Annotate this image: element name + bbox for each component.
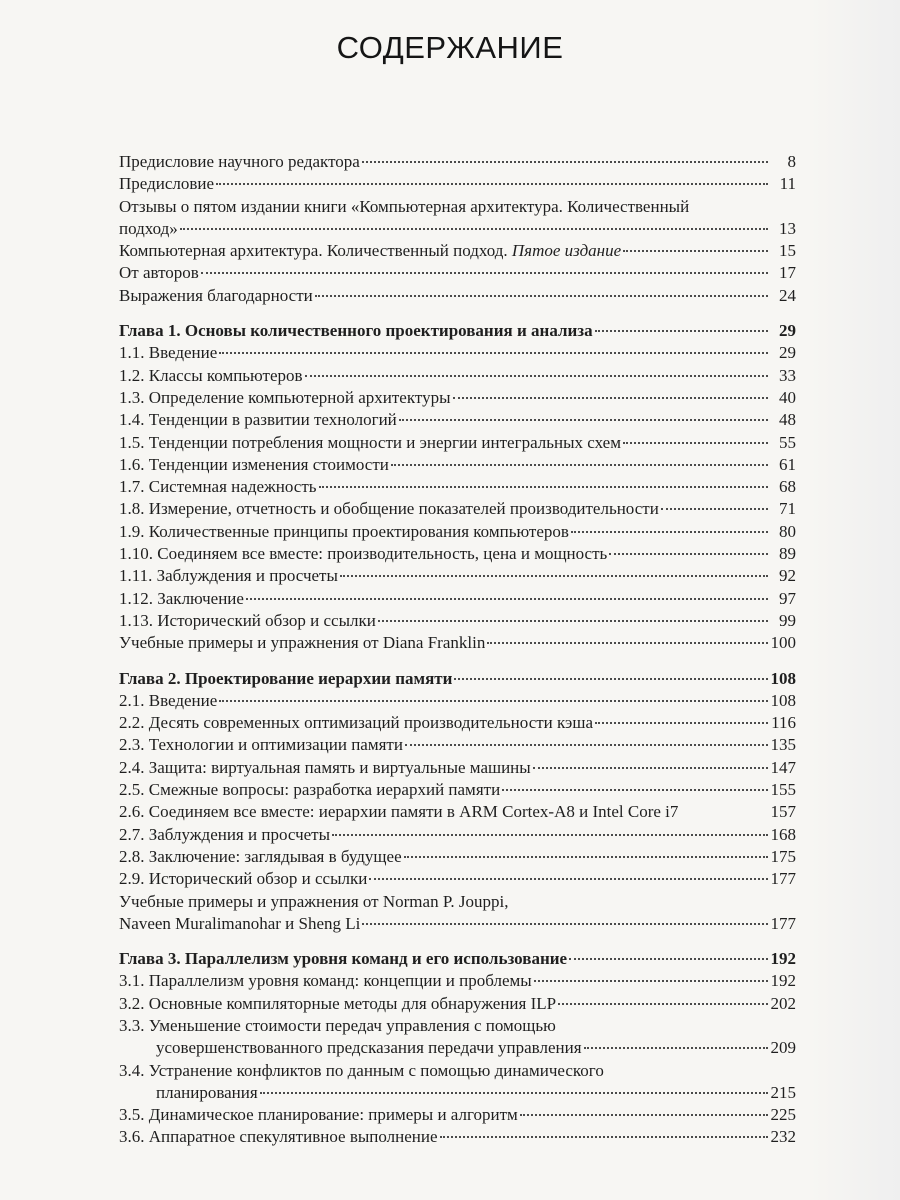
section-entry-page: 55 bbox=[779, 432, 796, 452]
leader-dots bbox=[305, 375, 768, 377]
section-entry-text: 1.5. Тенденции потребления мощности и энергии интегральных схем bbox=[119, 432, 621, 452]
toc-entry-text: Предисловие bbox=[119, 174, 215, 194]
section-entry bbox=[119, 868, 796, 890]
section-entry-page: 157 bbox=[770, 802, 796, 822]
toc-entry-text: Naveen Muralimanohar и Sheng Li bbox=[119, 913, 361, 933]
section-entry-page: 80 bbox=[779, 521, 796, 541]
section-entry bbox=[119, 543, 796, 565]
leader-dots bbox=[362, 923, 768, 925]
section-entry bbox=[119, 565, 796, 587]
section-gap bbox=[119, 935, 796, 948]
section-entry-page: 71 bbox=[779, 499, 796, 519]
section-entry-page: 61 bbox=[779, 454, 796, 474]
leader-dots bbox=[219, 352, 768, 354]
leader-dots bbox=[201, 272, 768, 274]
section-entry-text: 2.8. Заключение: заглядывая в будущее bbox=[119, 846, 402, 866]
leader-dots bbox=[520, 1114, 768, 1116]
section-entry-page: 48 bbox=[779, 410, 796, 430]
leader-dots bbox=[362, 161, 768, 163]
section-entry-text: 1.8. Измерение, отчетность и обобщение показателей производительности bbox=[119, 499, 659, 519]
section-entry bbox=[119, 365, 796, 387]
chapter-heading bbox=[119, 320, 796, 342]
leader-dots bbox=[487, 642, 768, 644]
section-entry-text: 2.9. Исторический обзор и ссылки bbox=[119, 869, 368, 889]
leader-dots bbox=[440, 1136, 768, 1138]
leader-dots bbox=[399, 419, 768, 421]
toc-entry bbox=[119, 262, 796, 284]
section-entry bbox=[119, 498, 796, 520]
table-of-contents bbox=[119, 151, 796, 1149]
section-entry-page: 108 bbox=[770, 690, 796, 710]
toc-entry-page: 8 bbox=[787, 152, 796, 171]
toc-entry bbox=[119, 632, 796, 654]
section-entry-page: 192 bbox=[770, 971, 796, 991]
section-entry-page: 135 bbox=[770, 735, 796, 755]
toc-entry-text: От авторов bbox=[119, 263, 199, 283]
section-entry-text: 1.4. Тенденции в развитии технологий bbox=[119, 410, 397, 430]
section-entry-page: 175 bbox=[770, 846, 796, 866]
toc-entry bbox=[119, 913, 796, 935]
leader-dots bbox=[454, 678, 768, 680]
section-entry-text: 2.7. Заблуждения и просчеты bbox=[119, 824, 331, 844]
section-entry-page: 97 bbox=[779, 588, 796, 608]
section-entry bbox=[119, 734, 796, 756]
leader-dots bbox=[571, 531, 768, 533]
section-entry bbox=[119, 588, 796, 610]
section-entry-text: 3.1. Параллелизм уровня команд: концепции и проблемы bbox=[119, 971, 532, 991]
section-entry bbox=[119, 779, 796, 801]
leader-dots bbox=[661, 508, 768, 510]
section-entry-page: 116 bbox=[771, 713, 796, 733]
section-entry-page: 89 bbox=[779, 544, 796, 564]
section-entry-page: 68 bbox=[779, 477, 796, 497]
leader-dots bbox=[534, 980, 768, 982]
section-entry-text: планирования bbox=[156, 1082, 258, 1102]
section-gap bbox=[119, 307, 796, 320]
leader-dots bbox=[623, 250, 768, 252]
section-entry-page: 99 bbox=[779, 610, 796, 630]
toc-entry-text: Компьютерная архитектура. Количественный подход. Пятое издание bbox=[119, 241, 622, 261]
section-entry bbox=[119, 824, 796, 846]
chapter-page: 192 bbox=[770, 949, 796, 969]
section-entry bbox=[119, 690, 796, 712]
toc-entry-line1: Учебные примеры и упражнения от Norman P. Jouppi, bbox=[119, 891, 509, 911]
toc-entry bbox=[119, 285, 796, 307]
toc-entry-page: 15 bbox=[779, 241, 796, 261]
leader-dots bbox=[595, 722, 768, 724]
leader-dots bbox=[378, 620, 768, 622]
leader-dots bbox=[558, 1003, 768, 1005]
chapter-title: Глава 2. Проектирование иерархии памяти bbox=[119, 668, 453, 688]
section-entry bbox=[119, 1037, 796, 1059]
section-entry-text: 1.1. Введение bbox=[119, 343, 218, 363]
toc-entry-page: 17 bbox=[779, 263, 796, 283]
chapter-title: Глава 1. Основы количественного проектирования и анализа bbox=[119, 321, 593, 341]
toc-entry-page: 13 bbox=[779, 218, 796, 238]
chapter-heading bbox=[119, 668, 796, 690]
section-entry-page: 33 bbox=[779, 365, 796, 385]
chapter-page: 29 bbox=[779, 321, 796, 341]
toc-entry-text: Предисловие научного редактора bbox=[119, 152, 360, 171]
section-entry-text: 3.6. Аппаратное спекулятивное выполнение bbox=[119, 1127, 438, 1147]
toc-entry bbox=[119, 240, 796, 262]
section-gap bbox=[119, 655, 796, 668]
leader-dots bbox=[584, 1047, 768, 1049]
toc-entry-page: 100 bbox=[770, 633, 796, 653]
section-entry-page: 209 bbox=[770, 1038, 796, 1058]
leader-dots bbox=[453, 397, 768, 399]
section-entry bbox=[119, 757, 796, 779]
section-entry bbox=[119, 846, 796, 868]
section-entry-page: 215 bbox=[770, 1082, 796, 1102]
leader-dots bbox=[609, 553, 768, 555]
section-entry-page: 155 bbox=[770, 780, 796, 800]
toc-entry-page: 11 bbox=[779, 174, 796, 194]
section-entry-text: 1.3. Определение компьютерной архитектуры bbox=[119, 387, 451, 407]
leader-dots bbox=[332, 834, 768, 836]
section-entry-text: 2.2. Десять современных оптимизаций производительности кэша bbox=[119, 713, 593, 733]
chapter-heading bbox=[119, 948, 796, 970]
toc-entry-page: 177 bbox=[770, 913, 796, 933]
section-entry bbox=[119, 432, 796, 454]
section-entry bbox=[119, 521, 796, 543]
section-entry-text: 3.2. Основные компиляторные методы для обнаружения ILP bbox=[119, 993, 557, 1013]
chapter-page: 108 bbox=[770, 668, 796, 688]
section-entry-page: 168 bbox=[770, 824, 796, 844]
leader-dots bbox=[391, 464, 768, 466]
toc-entry-text: Выражения благодарности bbox=[119, 285, 313, 305]
section-entry-text: 1.7. Системная надежность bbox=[119, 477, 317, 497]
section-entry bbox=[119, 342, 796, 364]
section-entry-text: 1.13. Исторический обзор и ссылки bbox=[119, 610, 376, 630]
section-entry bbox=[119, 1126, 796, 1148]
section-entry bbox=[119, 387, 796, 409]
section-entry-text: 2.3. Технологии и оптимизации памяти bbox=[119, 735, 403, 755]
leader-dots bbox=[405, 744, 768, 746]
toc-entry bbox=[119, 173, 796, 195]
toc-entry-page: 24 bbox=[779, 285, 796, 305]
section-entry-text: 1.9. Количественные принципы проектирования компьютеров bbox=[119, 521, 569, 541]
page-edge-shadow bbox=[810, 0, 900, 1200]
leader-dots bbox=[260, 1092, 768, 1094]
section-entry-text: 1.10. Соединяем все вместе: производительность, цена и мощность bbox=[119, 544, 608, 564]
section-entry-text: 2.6. Соединяем все вместе: иерархии памяти в ARM Cortex-A8 и Intel Core i7 bbox=[119, 802, 679, 822]
leader-dots bbox=[404, 856, 768, 858]
section-entry-text: 2.1. Введение bbox=[119, 690, 218, 710]
section-entry-page: 225 bbox=[770, 1105, 796, 1125]
section-entry-text: 2.4. Защита: виртуальная память и виртуальные машины bbox=[119, 757, 531, 777]
section-entry bbox=[119, 712, 796, 734]
leader-dots bbox=[623, 442, 768, 444]
leader-dots bbox=[315, 295, 768, 297]
leader-dots bbox=[369, 878, 768, 880]
leader-dots bbox=[569, 958, 768, 960]
section-entry-page: 92 bbox=[779, 566, 796, 586]
section-entry-page: 29 bbox=[779, 343, 796, 363]
section-entry-text: усовершенствованного предсказания передачи управления bbox=[156, 1038, 582, 1058]
leader-dots bbox=[533, 767, 768, 769]
section-entry-text: 1.11. Заблуждения и просчеты bbox=[119, 566, 338, 586]
leader-dots bbox=[246, 598, 768, 600]
leader-dots bbox=[595, 330, 768, 332]
section-entry-text: 2.5. Смежные вопросы: разработка иерархий памяти bbox=[119, 780, 501, 800]
page-title: СОДЕРЖАНИЕ bbox=[336, 30, 564, 65]
section-entry bbox=[119, 476, 796, 498]
section-entry bbox=[119, 993, 796, 1015]
section-entry-text: 1.2. Классы компьютеров bbox=[119, 365, 303, 385]
toc-entry-line1: Отзывы о пятом издании книги «Компьютерная архитектура. Количественный bbox=[119, 196, 690, 216]
toc-entry bbox=[119, 218, 796, 240]
leader-dots bbox=[216, 183, 768, 185]
section-entry-page: 232 bbox=[770, 1127, 796, 1147]
section-entry bbox=[119, 409, 796, 431]
toc-entry-text: Учебные примеры и упражнения от Diana Franklin bbox=[119, 633, 486, 653]
section-entry-text: 1.6. Тенденции изменения стоимости bbox=[119, 454, 389, 474]
leader-dots bbox=[219, 700, 768, 702]
leader-dots bbox=[340, 575, 768, 577]
section-entry bbox=[119, 1082, 796, 1104]
section-entry-text: 3.5. Динамическое планирование: примеры и алгоритм bbox=[119, 1105, 518, 1125]
section-entry-page: 40 bbox=[779, 387, 796, 407]
section-entry bbox=[119, 801, 796, 823]
toc-entry-text: подход» bbox=[119, 218, 178, 238]
section-entry bbox=[119, 970, 796, 992]
section-entry-page: 202 bbox=[770, 993, 796, 1013]
chapter-title: Глава 3. Параллелизм уровня команд и его использование bbox=[119, 949, 568, 969]
section-entry bbox=[119, 610, 796, 632]
section-entry-line1: 3.4. Устранение конфликтов по данным с помощью динамического bbox=[119, 1060, 604, 1080]
leader-dots bbox=[502, 789, 768, 791]
leader-dots bbox=[180, 228, 768, 230]
section-entry bbox=[119, 1104, 796, 1126]
section-entry-line1: 3.3. Уменьшение стоимости передач управления с помощью bbox=[119, 1015, 556, 1035]
section-entry-text: 1.12. Заключение bbox=[119, 588, 244, 608]
toc-entry bbox=[119, 151, 796, 173]
section-entry bbox=[119, 454, 796, 476]
section-entry-page: 177 bbox=[770, 869, 796, 889]
section-entry-page: 147 bbox=[770, 757, 796, 777]
toc-entry-italic: Пятое издание bbox=[511, 241, 622, 261]
leader-dots bbox=[319, 486, 768, 488]
